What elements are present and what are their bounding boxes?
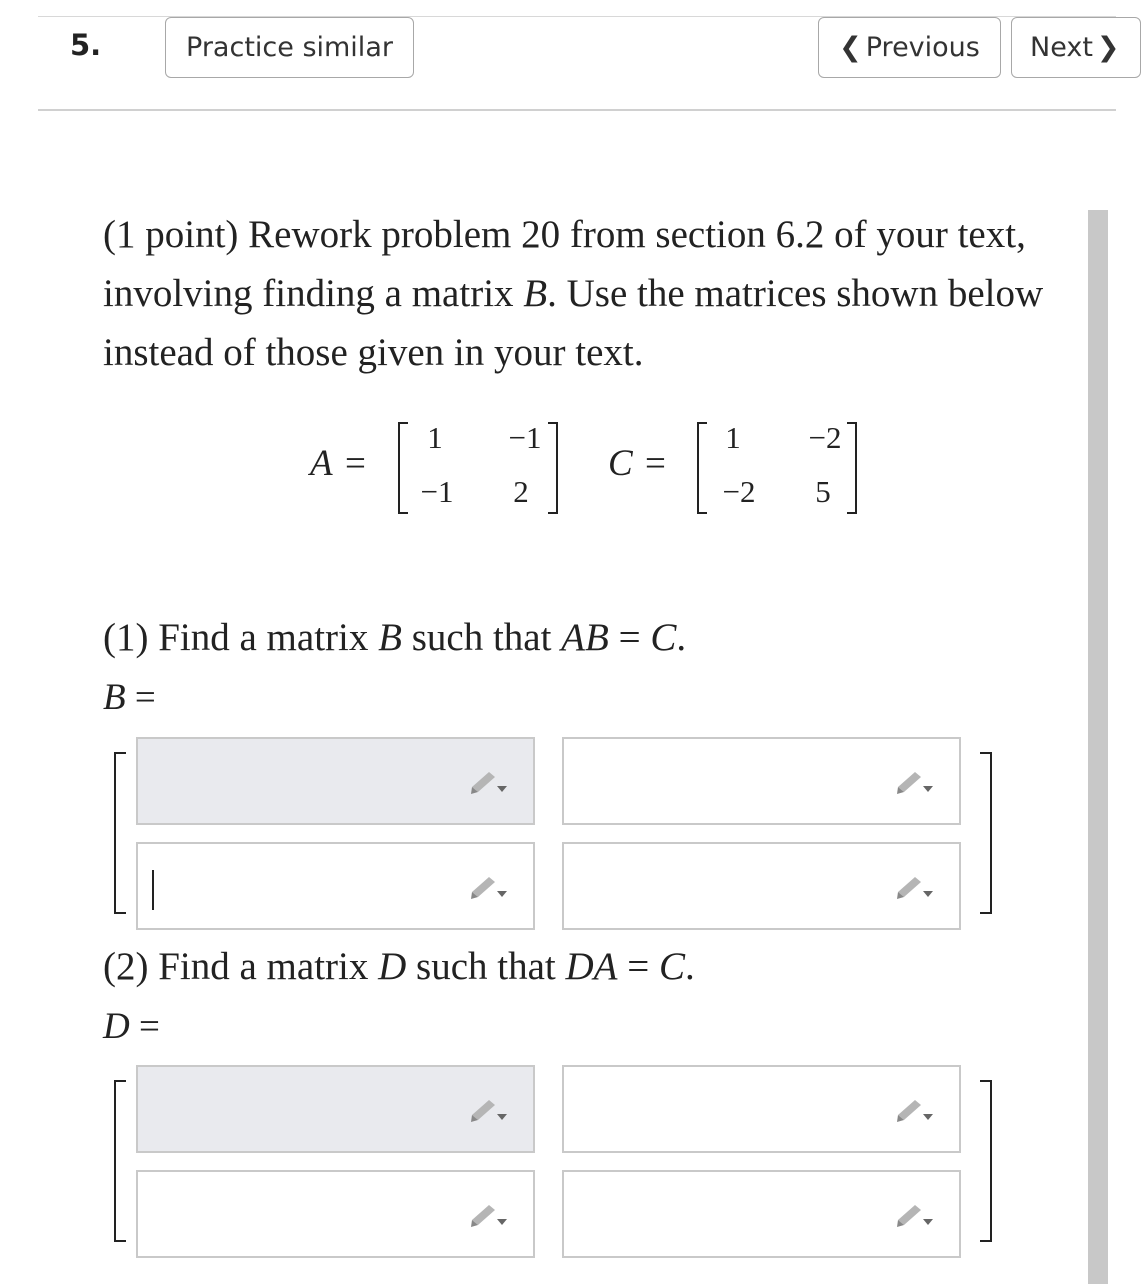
chevron-left-icon: ❮ <box>839 32 862 63</box>
part1-text-mid: such that <box>401 616 562 659</box>
pencil-dropdown-icon[interactable] <box>895 872 935 900</box>
matrix-c-cell: 5 <box>815 474 831 509</box>
answer-b-r1c2-input[interactable] <box>562 737 961 825</box>
next-label: Next <box>1030 32 1093 63</box>
part2-answer-equals: = <box>138 1006 160 1047</box>
pencil-dropdown-icon[interactable] <box>895 1200 935 1228</box>
part1-answer-var: B <box>103 677 126 718</box>
answer-d-r1c2-input[interactable] <box>562 1065 961 1153</box>
matrix-c-cell: −2 <box>722 474 756 509</box>
matrix-a-equals: = <box>345 443 366 484</box>
part2-text: (2) Find a matrix <box>103 945 379 988</box>
part1-var: B <box>378 616 402 659</box>
pencil-dropdown-icon[interactable] <box>469 1095 509 1123</box>
part1-question <box>103 615 686 660</box>
answer-d-r2c2-input[interactable] <box>562 1170 961 1258</box>
pencil-dropdown-icon[interactable] <box>469 767 509 795</box>
practice-similar-label: Practice similar <box>186 32 393 63</box>
matrix-a-cell: 2 <box>513 474 529 509</box>
next-button[interactable] <box>1011 17 1141 78</box>
problem-text-prefix: (1 point) Rework problem 20 from section 6.2 of your text, involving finding a matrix <box>103 213 1026 315</box>
part2-eq-sign: = <box>617 945 660 988</box>
part1-answer-label <box>103 676 156 719</box>
part2-eq-lhs: DA <box>565 945 618 988</box>
scrollbar[interactable] <box>1088 210 1108 1284</box>
answer-b-r1c1-input[interactable] <box>136 737 535 825</box>
matrix-c-cell: −2 <box>808 420 842 455</box>
matrix-c-cell: 1 <box>725 420 741 455</box>
answer-b-right-bracket <box>980 752 992 914</box>
part2-end: . <box>685 945 695 988</box>
part2-text-mid: such that <box>406 945 566 988</box>
matrix-a-cell: 1 <box>427 420 443 455</box>
problem-text-suffix: . Use the matrices shown below instead of those given in your text. <box>103 272 1044 374</box>
part1-eq-lhs: AB <box>561 616 609 659</box>
answer-b-r2c2-input[interactable] <box>562 842 961 930</box>
part2-var: D <box>378 945 407 988</box>
part2-eq-rhs: C <box>659 945 686 988</box>
answer-b-left-bracket <box>114 752 126 914</box>
question-number: 5. <box>70 28 102 62</box>
previous-label: Previous <box>865 32 980 63</box>
chevron-right-icon: ❯ <box>1096 32 1120 63</box>
matrix-a-label: A <box>310 443 333 484</box>
problem-statement <box>103 205 1088 382</box>
answer-d-right-bracket <box>980 1080 992 1242</box>
pencil-dropdown-icon[interactable] <box>895 767 935 795</box>
matrix-c-label: C <box>608 443 633 484</box>
pencil-dropdown-icon[interactable] <box>469 872 509 900</box>
part2-answer-label <box>103 1005 160 1048</box>
matrix-c-right-bracket <box>847 422 857 514</box>
part1-eq-rhs: C <box>650 616 677 659</box>
text-caret <box>152 870 154 910</box>
part1-end: . <box>676 616 687 659</box>
part1-text: (1) Find a matrix <box>103 616 379 659</box>
part2-question <box>103 944 695 989</box>
matrix-a-cell: −1 <box>508 420 542 455</box>
answer-d-r1c1-input[interactable] <box>136 1065 535 1153</box>
header-divider <box>38 109 1116 111</box>
previous-button[interactable] <box>818 17 1001 78</box>
answer-b-r2c1-input[interactable] <box>136 842 535 930</box>
matrix-a-cell: −1 <box>420 474 454 509</box>
pencil-dropdown-icon[interactable] <box>895 1095 935 1123</box>
answer-d-left-bracket <box>114 1080 126 1242</box>
part2-answer-var: D <box>103 1006 130 1047</box>
pencil-dropdown-icon[interactable] <box>469 1200 509 1228</box>
problem-matrix-var: B <box>523 272 548 315</box>
part1-eq-sign: = <box>608 616 651 659</box>
matrix-c-equals: = <box>645 443 666 484</box>
part1-answer-equals: = <box>134 677 156 718</box>
practice-similar-button[interactable] <box>165 17 414 78</box>
answer-d-r2c1-input[interactable] <box>136 1170 535 1258</box>
matrix-a-right-bracket <box>548 422 558 514</box>
